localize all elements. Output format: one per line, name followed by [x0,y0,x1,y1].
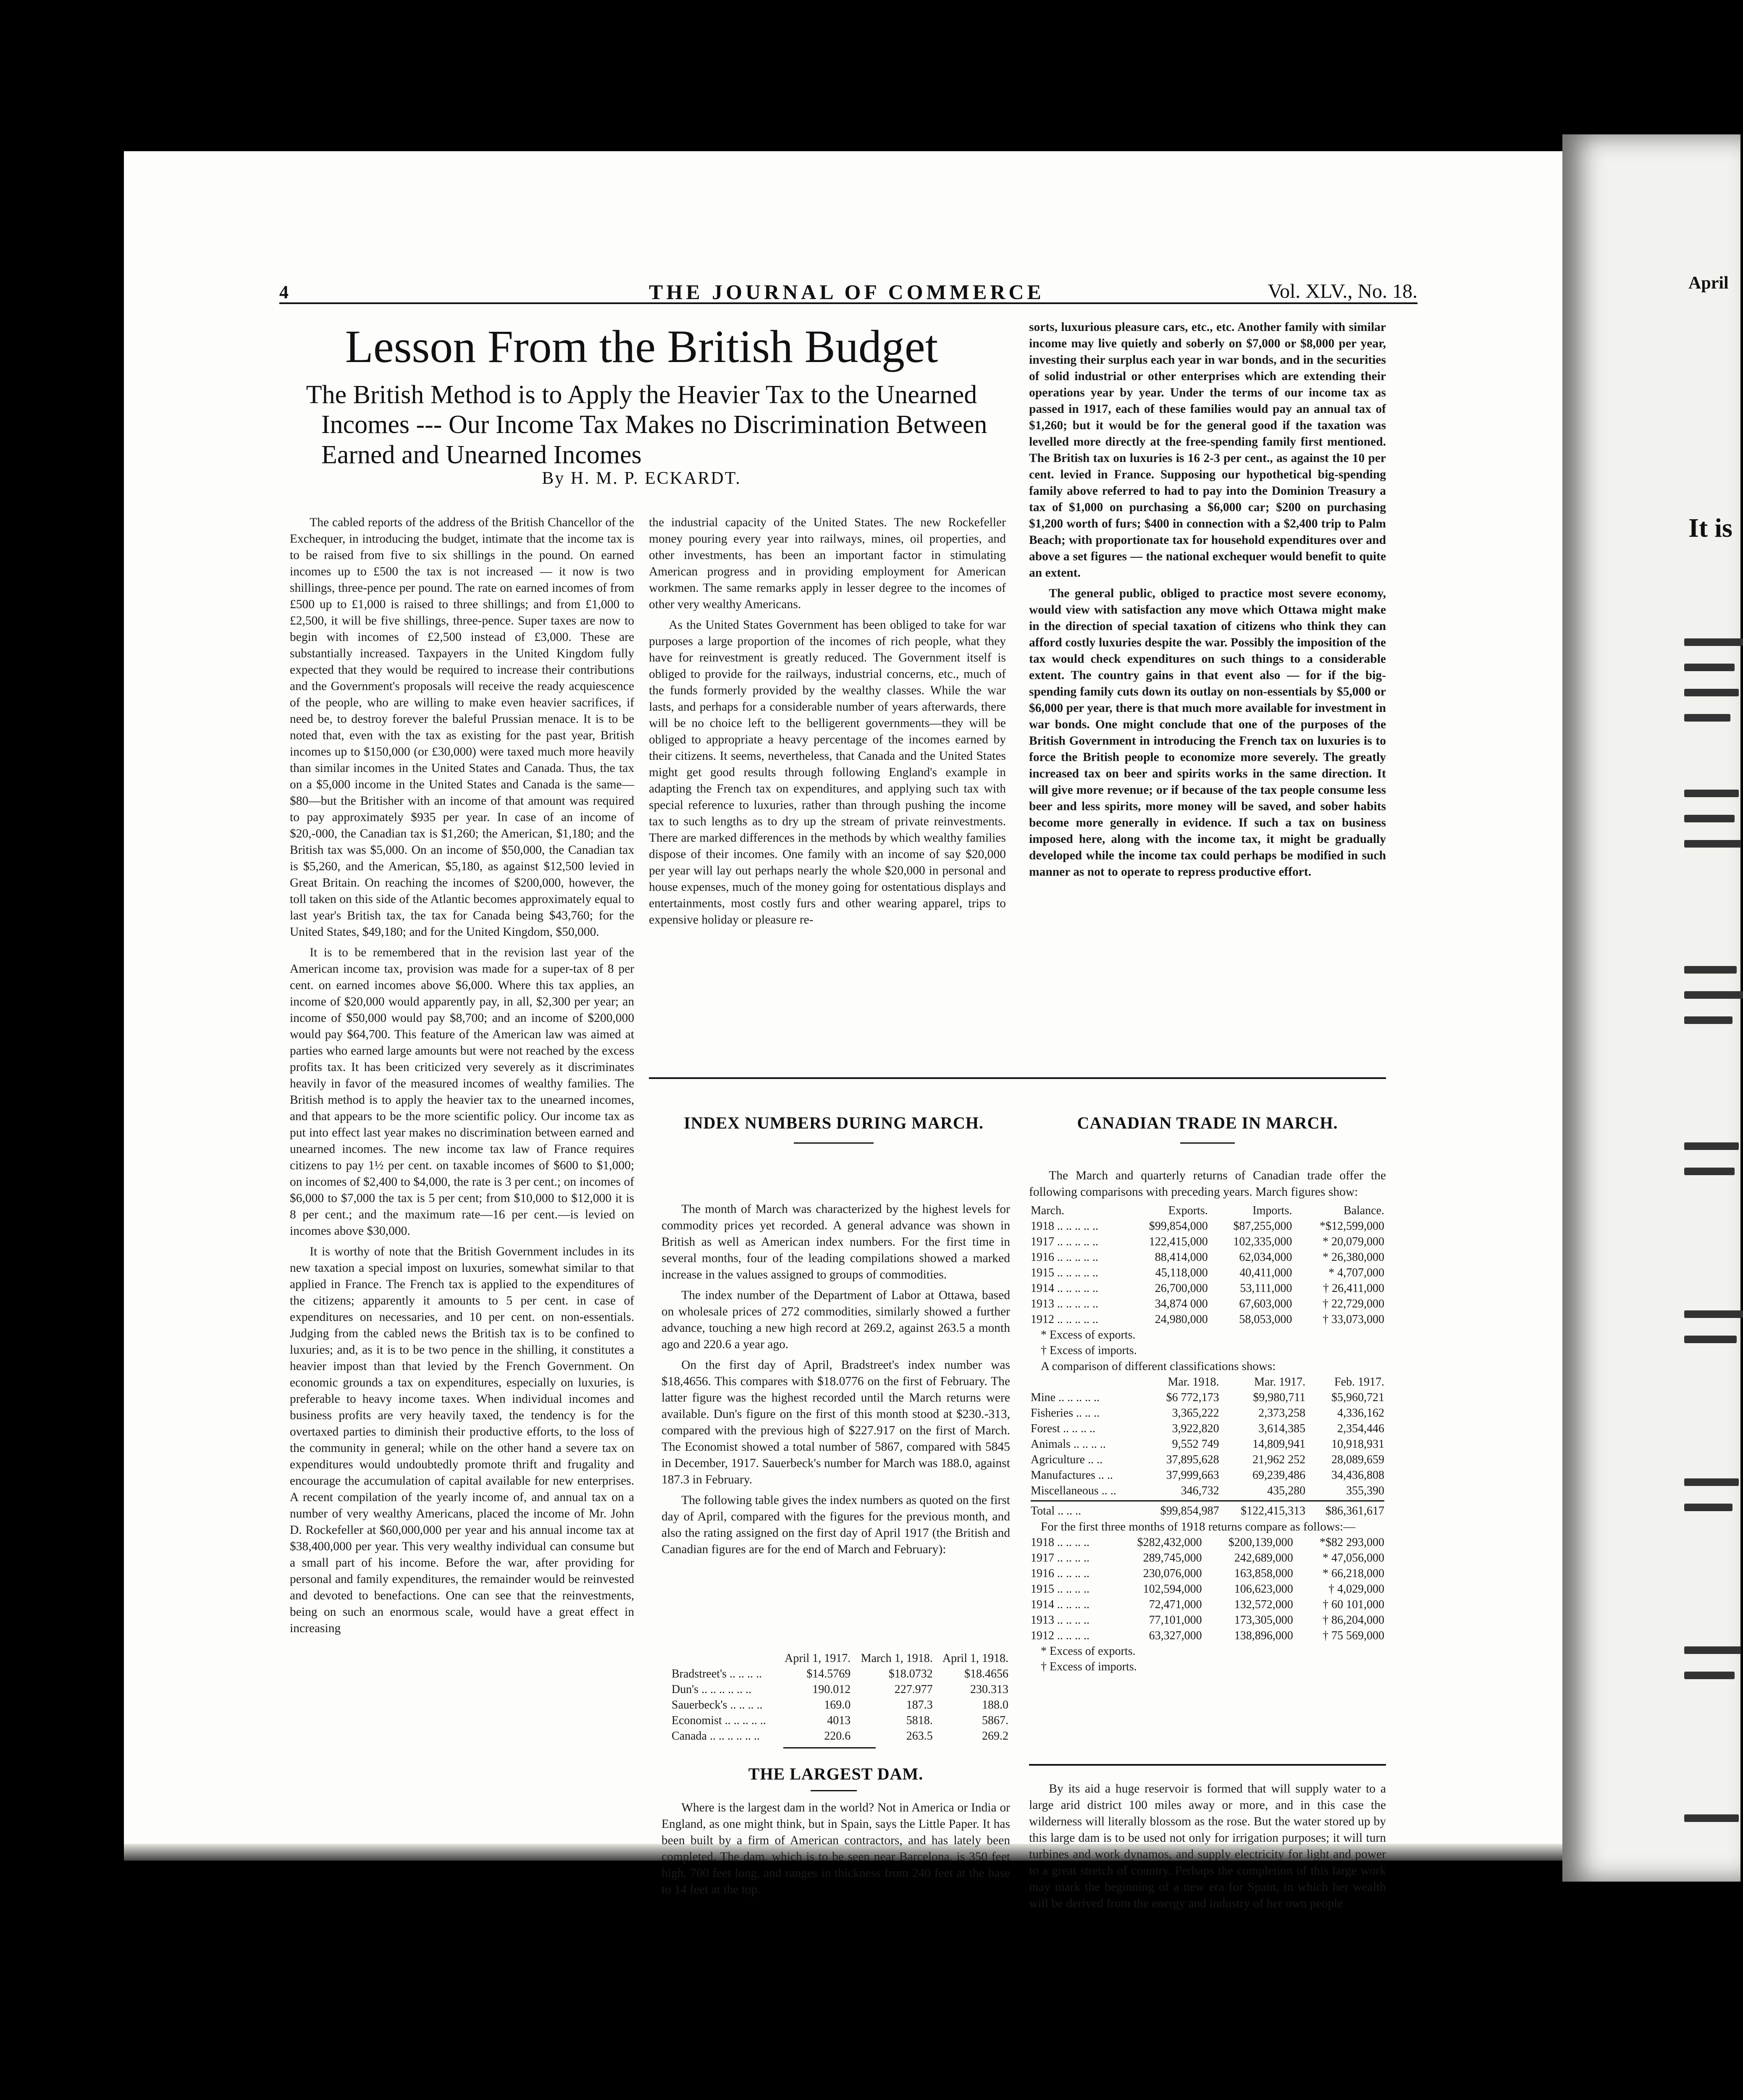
table-cell: 289,745,000 [1143,1551,1202,1564]
footnote: † Excess of imports. [1041,1660,1137,1673]
paragraph: Where is the largest dam in the world? Not in America or India or England, as one might think, but in Spain, says the Little Paper. It has been built by a firm of American contractors, and has lately been completed. The dam, which is to be seen near Barcelona, is 350 feet high, 700 feet long, and ranges in thickness from 240 feet at the base to 14 feet at the top. [662,1801,1010,1896]
table-cell: Total .. .. .. [1031,1504,1082,1517]
adjacent-text-line [1684,1016,1732,1024]
classification-table [1029,1374,1386,1519]
table-cell: 1913 .. .. .. .. [1031,1614,1089,1627]
table-cell: 132,572,000 [1234,1598,1293,1611]
adjacent-text-line [1684,1336,1737,1343]
paragraph: The month of March was characterized by the highest levels for commodity prices yet recorded. A general advance was shown in British as well as American index numbers. For the first time in several months, four of the leading compilations showed a marked increase in the values assigned to groups of commodities. [662,1202,1010,1281]
table-header: April 1, 1918. [942,1652,1008,1665]
table-cell: 187.3 [906,1698,933,1712]
article-byline: By H. M. P. ECKARDT. [542,469,741,488]
table-cell: Dun's .. .. .. .. .. .. [672,1683,752,1696]
table-row [1029,1218,1386,1234]
section-title-canadian-trade: CANADIAN TRADE IN MARCH. [1077,1113,1338,1132]
adjacent-text-line [1684,966,1737,974]
title-underline [811,1790,857,1791]
table-row [1029,1612,1386,1628]
adjacent-page [1562,134,1740,1882]
table-cell: 1912 .. .. .. .. .. [1031,1313,1098,1326]
paragraph: The cabled reports of the address of the British Chancellor of the Exchequer, in introducing the budget, intimate that the income tax is to be raised from five to six shillings in the pound. On earned incomes up to £500 the tax is not increased — it now is two shillings, three-pence per pound. The rate on earned incomes of from £500 up to £1,000 is raised to three shillings; and from £1,000 to £2,500, it will be five shillings, three-pence. Super taxes are now to begin with incomes of £2,500 instead of £3,000. These are substantially increased. Taxpayers in the United Kingdom fully expected that they would be required to increase their contributions and the Government's proposals will receive the ready acquiescence of the people, who are willing to make even heavier sacrifices, if need be, to destroy forever the baleful Prussian menace. It is to be noted that, even with the tax as existing for the past year, British incomes up to $150,000 (or £30,000) were taxed much more heavily than similar incomes in the United States and Canada. Thus, the tax on a $5,000 income in the United States and Canada is the same—$80—but the Britisher with an income of that amount was required to pay approximately $935 per year. In case of an income of $20,-000, the Canadian tax is $1,260; the American, $1,180; and the British tax was $5,000. On an income of $50,000, the Canadian tax is $5,260, and the American, $5,180, as against $12,500 levied in Great Britain. On reaching the incomes of $200,000, however, the toll taken on this side of the Atlantic becomes approximately equal to last year's British tax, the tax for Canada being $43,760; for the United States, $49,180; and for the United Kingdom, $50,000. [290,516,634,939]
classification-intro: A comparison of different classifications shows: [1041,1360,1276,1373]
table-cell: 230,076,000 [1143,1567,1202,1580]
index-numbers-body [662,1201,1010,1579]
table-row [670,1666,1010,1682]
table-row [1029,1390,1386,1405]
adjacent-page-title: It is [1688,513,1732,543]
table-header: March 1, 1918. [861,1652,933,1665]
adjacent-text-line [1684,815,1735,822]
table-cell: 269.2 [982,1730,1008,1743]
table-cell: 40,411,000 [1239,1266,1292,1279]
adjacent-page-header: April [1688,273,1729,293]
table-cell: * 66,218,000 [1323,1567,1384,1580]
table-row [670,1682,1010,1697]
article-subhead [279,380,1004,470]
table-cell: 3,922,820 [1172,1422,1219,1435]
adjacent-text-line [1684,1672,1735,1679]
paragraph: On the first day of April, Bradstreet's index number was $18,4656. This compares with $18.0776 on the first of February. The latter figure was the highest recorded until the March returns were available. Dun's figure on the first of this month stood at $230.-313, compared with the previous high of $227.917 on the first of March. The Economist showed a total number of 5867, compared with 5845 in December, 1917. Sauerbeck's number for March was 188.0, against 187.3 in February. [662,1358,1010,1486]
table-cell: † 26,411,000 [1323,1282,1384,1295]
table-row [1029,1535,1386,1550]
table-header: Mar. 1918. [1168,1376,1219,1389]
adjacent-text-line [1684,689,1739,696]
table-cell: 2,373,258 [1258,1407,1306,1420]
table-row [1029,1281,1386,1296]
paragraph: As the United States Government has been obliged to take for war purposes a large proportion of the incomes of rich people, what they have for reinvestment is greatly reduced. The Government itself is obliged to provide for the railways, industrial concerns, etc., much of the funds formerly provided by the wealthy classes. While the war lasts, and perhaps for a considerable number of years afterwards, there will be no choice left to the belligerent governments—they will be obliged to appropriate a heavy percentage of the incomes earned by their citizens. It seems, nevertheless, that Canada and the United States might get good results through following England's example in adapting the French tax on expenditures, and applying such tax with special reference to luxuries, rather than through pushing the income tax to such lengths as to dry up the stream of private reinvestments. There are marked differences in the methods by which wealthy families dispose of their incomes. One family with an income of say $20,000 per year will lay out perhaps nearly the whole $20,000 in personal and house expenses, much of the money going for ostentatious displays and entertainments, most costly furs and other wearing apparel, trips to expensive holiday or pleasure re- [649,618,1006,927]
table-cell: 1918 .. .. .. .. [1031,1536,1089,1549]
table-row [1029,1566,1386,1581]
volume-issue: Vol. XLV., No. 18. [1268,280,1418,302]
table-cell: 227.977 [894,1683,933,1696]
table-cell: 122,415,000 [1149,1235,1208,1248]
table-row [670,1697,1010,1713]
table-cell: 1916 .. .. .. .. .. [1031,1251,1098,1264]
table-cell: 14,809,941 [1252,1438,1306,1451]
table-header-row [1029,1374,1386,1390]
table-cell: Animals .. .. .. .. [1031,1438,1106,1451]
table-cell: 190.012 [812,1683,851,1696]
table-cell: 9,552 749 [1172,1438,1219,1451]
section-divider [783,1747,876,1748]
table-header: Imports. [1252,1204,1292,1217]
table-cell: 173,305,000 [1234,1614,1293,1627]
table-cell: 220.6 [824,1730,851,1743]
table-cell: 5818. [906,1714,933,1727]
table-cell: $18.4656 [964,1667,1008,1680]
table-cell: 1918 .. .. .. .. .. [1031,1220,1098,1233]
table-cell: 1913 .. .. .. .. .. [1031,1297,1098,1310]
table-cell: † 22,729,000 [1323,1297,1384,1310]
table-cell: 34,874 000 [1155,1297,1208,1310]
table-cell: 1915 .. .. .. .. .. [1031,1266,1098,1279]
table-cell: $99,854,000 [1149,1220,1208,1233]
table-cell: 242,689,000 [1234,1551,1293,1564]
article-column-2 [649,514,1006,1065]
adjacent-text-line [1684,1478,1739,1486]
table-cell: Sauerbeck's .. .. .. .. [672,1698,763,1712]
adjacent-text-line [1684,1310,1743,1318]
table-row [1029,1436,1386,1452]
canadian-trade-body [1029,1168,1386,1675]
table-cell: 346,732 [1181,1484,1219,1497]
table-cell: 26,700,000 [1155,1282,1208,1295]
section-divider [649,1077,1386,1079]
table-row [1029,1250,1386,1265]
table-header-row [670,1651,1010,1666]
table-cell: 88,414,000 [1155,1251,1208,1264]
table-rule-row [1029,1499,1386,1503]
article-column-3 [1029,319,1386,1065]
table-cell: 72,471,000 [1149,1598,1202,1611]
table-cell: 1917 .. .. .. .. .. [1031,1235,1098,1248]
table-cell: 4013 [827,1714,851,1727]
adjacent-text-line [1684,1168,1735,1175]
table-header: March. [1031,1204,1065,1217]
table-cell: 77,101,000 [1149,1614,1202,1627]
adjacent-text-line [1684,1814,1739,1822]
paragraph: It is to be remembered that in the revision last year of the American income tax, provision was made for a super-tax of 8 per cent. on earned incomes above $6,000. Where this tax applies, an income of $20,000 would apparently pay, in all, $2,300 per year; an income of $50,000 would pay $8,700; and an income of $200,000 would pay $64,700. This feature of the American law was aimed at parties who earned large amounts but were not reached by the excess profits tax. It has been criticized very severely as it discriminates heavily in favor of the measured incomes of wealthy families. The British method is to apply the heavier tax to the unearned incomes, and that appears to be the more scientific policy. Our income tax as put into effect last year makes no discrimination between earned and unearned incomes. The new income tax law of France requires citizens to pay 1½ per cent. on taxable incomes of $600 to $1,000; on incomes of $2,400 to $4,000, the rate is 3 per cent.; on incomes of $6,000 to $7,000 the tax is 5 per cent; from $10,000 to $12,000 it is 8 per cent.; and the maximum rate—16 per cent.—is levied on incomes above $30,000. [290,946,634,1238]
paragraph: The following table gives the index numbers as quoted on the first day of April, compared with the figures for the previous month, and also the rating assigned on the first day of April 1917 (the British and Canadian figures are for the end of March and February): [662,1494,1010,1556]
table-cell: 3,614,385 [1258,1422,1306,1435]
index-numbers-table-wrap [670,1651,1010,1744]
table-header-row [1029,1203,1386,1218]
table-header: Feb. 1917. [1334,1376,1384,1389]
table-cell: 62,034,000 [1239,1251,1292,1264]
table-row [1029,1312,1386,1327]
footnote: * Excess of exports. [1041,1328,1136,1341]
paragraph: By its aid a huge reservoir is formed that will supply water to a large arid district 100 miles away or more, and in this case the wilderness will literally blossom as the rose. But the water stored up by this large dam is to be used not only for irrigation purposes; it will turn turbines and work dynamos, and supply electricity for light and power to a great stretch of country. Perhaps the completion of this large work may mark the beginning of a new era for Spain, in which her wealth will be derived from the energy and industry of her own people [1029,1782,1386,1910]
table-cell: Fisheries .. .. .. [1031,1407,1100,1420]
table-cell: 188.0 [982,1698,1008,1712]
table-cell: Forest .. .. .. .. [1031,1422,1095,1435]
table-cell: 169.0 [824,1698,851,1712]
table-cell: 2,354,446 [1337,1422,1384,1435]
table-cell: 138,896,000 [1234,1629,1293,1642]
table-cell: $99,854,987 [1160,1504,1219,1517]
table-cell: 10,918,931 [1331,1438,1384,1451]
table-header: Exports. [1168,1204,1208,1217]
table-row [670,1728,1010,1744]
paragraph: The general public, obliged to practice most severe economy, would view with satisfaction any move which Ottawa might make in the direction of special taxation of citizens who think they can afford costly luxuries despite the war. Possibly the imposition of the tax would check expenditures on such things to a considerable extent. The country gains in that event also — for if the big-spending family cuts down its outlay on non-essentials by $5,000 or $6,000 per year, there is that much more available for investment in war bonds. One might conclude that one of the purposes of the British Government in introducing the French tax on luxuries is to force the British people to economize more severely. The greatly increased tax on beer and spirits works in the same direction. It will give more revenue; or if because of the tax people consume less beer and less spirits, more money will be saved, and sober habits become more generally in evidence. If such a tax on business imposed here, along with the income tax, it might be gradually developed while the income tax could perhaps be modified in such manner as not to operate to repress productive effort. [1029,587,1386,879]
table-cell: 45,118,000 [1155,1266,1208,1279]
paragraph: the industrial capacity of the United States. The new Rockefeller money pouring every year into railways, mines, oil properties, and other investments, has been an important factor in stimulating American progress and in providing employment for American workmen. The same remarks apply in lesser degree to the incomes of other very wealthy Americans. [649,516,1006,611]
subhead-line: Earned and Unearned Incomes [321,440,642,469]
table-cell: 1912 .. .. .. .. [1031,1629,1089,1642]
article-column-1 [290,514,634,1833]
adjacent-text-line [1684,1646,1741,1654]
table-header: Balance. [1343,1204,1384,1217]
table-cell: * 20,079,000 [1323,1235,1384,1248]
table-cell: Canada .. .. .. .. .. .. [672,1730,760,1743]
table-cell: $6 772,173 [1166,1391,1219,1404]
table-row [1029,1581,1386,1597]
quarter-trade-table [1029,1535,1386,1643]
table-cell: $122,415,313 [1241,1504,1306,1517]
table-cell: 24,980,000 [1155,1313,1208,1326]
table-cell: 263.5 [906,1730,933,1743]
table-cell: 69,239,486 [1252,1469,1306,1482]
adjacent-text-line [1684,638,1743,646]
section-divider [1029,1764,1386,1766]
journal-title: THE JOURNAL OF COMMERCE [649,280,1045,304]
table-cell: 1914 .. .. .. .. [1031,1598,1089,1611]
largest-dam-body [662,1800,1010,1896]
running-header [279,277,1418,304]
title-underline [794,1142,874,1144]
table-total-row [1029,1503,1386,1519]
table-cell: 53,111,000 [1240,1282,1292,1295]
table-cell: † 86,204,000 [1323,1614,1384,1627]
table-cell: 4,336,162 [1337,1407,1384,1420]
paragraph: sorts, luxurious pleasure cars, etc., etc. Another family with similar income may live quietly and soberly on $7,000 or $8,000 per year, investing their surplus each year in war bonds, and in the securities of solid industrial or other enterprises which are extending their operations year by year. Under the terms of our income tax as passed in 1917, each of these families would pay an annual tax of $1,260; but it would be for the general good if the taxation was levelled more directly at the free-spending family first mentioned. The British tax on luxuries is 16 2-3 per cent., as against the 10 per cent. levied in France. Supposing our hypothetical big-spending family above referred to had to pay into the Dominion Treasury a tax of $1,000 on purchasing a $6,000 car; $200 on purchasing $1,200 worth of furs; $400 in connection with a $2,400 trip to Palm Beach; with proportionate tax for household expenditures over and above a set figures — the national exchequer would benefit to quite an extent. [1029,320,1386,580]
table-cell: $282,432,000 [1137,1536,1202,1549]
paragraph: The March and quarterly returns of Canadian trade offer the following comparisons with preceding years. March figures show: [1029,1169,1386,1199]
table-cell: 102,335,000 [1233,1235,1292,1248]
table-row [1029,1628,1386,1643]
table-row [1029,1550,1386,1566]
table-cell: Mine .. .. .. .. .. [1031,1391,1100,1404]
table-cell: 102,594,000 [1143,1583,1202,1596]
table-header: April 1, 1917. [785,1652,851,1665]
table-row [1029,1234,1386,1250]
table-cell: † 33,073,000 [1323,1313,1384,1326]
table-cell: 163,858,000 [1234,1567,1293,1580]
adjacent-text-line [1684,790,1739,797]
table-cell: 21,962 252 [1252,1453,1306,1466]
table-cell: 3,365,222 [1172,1407,1219,1420]
table-cell: $5,960,721 [1331,1391,1384,1404]
table-row [1029,1296,1386,1312]
table-cell: 355,390 [1346,1484,1384,1497]
table-cell: 67,603,000 [1239,1297,1292,1310]
table-cell: 1916 .. .. .. .. [1031,1567,1089,1580]
table-row [670,1713,1010,1728]
table-cell: $14.5769 [806,1667,851,1680]
table-rule [1031,1500,1384,1502]
adjacent-text-line [1684,991,1743,999]
largest-dam-continued [1029,1781,1386,1910]
title-underline [1180,1142,1235,1144]
table-cell: * 26,380,000 [1323,1251,1384,1264]
table-row [1029,1265,1386,1281]
table-cell: Bradstreet's .. .. .. .. [672,1667,762,1680]
footnote: † Excess of imports. [1041,1344,1137,1357]
table-cell: 435,280 [1267,1484,1306,1497]
quarter-intro: For the first three months of 1918 returns compare as follows:— [1041,1520,1356,1533]
adjacent-text-line [1684,1504,1732,1511]
index-numbers-table [670,1651,1010,1744]
table-cell: Agriculture .. .. [1031,1453,1103,1466]
table-cell: * 47,056,000 [1323,1551,1384,1564]
table-cell: 34,436,808 [1331,1469,1384,1482]
article-headline: Lesson From the British Budget [345,321,938,372]
subhead-line: Incomes --- Our Income Tax Makes no Discrimination Between [321,410,987,439]
table-header [1029,1374,1142,1390]
table-cell: 37,895,628 [1166,1453,1219,1466]
table-cell: 5867. [982,1714,1008,1727]
march-trade-table [1029,1203,1386,1327]
table-cell: † 60 101,000 [1323,1598,1384,1611]
table-cell: 58,053,000 [1239,1313,1292,1326]
table-cell: 1917 .. .. .. .. [1031,1551,1089,1564]
table-cell: 106,623,000 [1234,1583,1293,1596]
table-cell: $86,361,617 [1326,1504,1384,1517]
table-cell: *$12,599,000 [1320,1220,1384,1233]
table-cell: $18.0732 [888,1667,933,1680]
page-number: 4 [279,282,289,302]
paragraph: The index number of the Department of Labor at Ottawa, based on wholesale prices of 272 commodities, similarly showed a further advance, touching a new high record at 269.2, against 263.5 a month ago and 220.6 a year ago. [662,1289,1010,1351]
table-row [1029,1483,1386,1499]
table-row [1029,1467,1386,1483]
table-row [1029,1421,1386,1436]
table-cell: $200,139,000 [1228,1536,1293,1549]
subhead-line: The British Method is to Apply the Heavier Tax to the Unearned [306,381,977,409]
adjacent-text-line [1684,664,1735,671]
table-cell: 230.313 [970,1683,1008,1696]
table-cell: $9,980,711 [1253,1391,1306,1404]
table-header: Mar. 1917. [1254,1376,1306,1389]
table-header [670,1651,777,1666]
adjacent-text-line [1684,714,1730,722]
table-cell: 63,327,000 [1149,1629,1202,1642]
table-cell: 1914 .. .. .. .. .. [1031,1282,1098,1295]
table-cell: 1915 .. .. .. .. [1031,1583,1089,1596]
table-cell: 28,089,659 [1331,1453,1384,1466]
table-row [1029,1597,1386,1612]
table-cell: † 75 569,000 [1323,1629,1384,1642]
table-cell: Economist .. .. .. .. .. [672,1714,766,1727]
table-cell: *$82 293,000 [1320,1536,1384,1549]
table-row [1029,1452,1386,1467]
table-row [1029,1405,1386,1421]
table-cell: † 4,029,000 [1328,1583,1384,1596]
table-cell: $87,255,000 [1233,1220,1292,1233]
paragraph: It is worthy of note that the British Government includes in its new taxation a special impost on luxuries, somewhat similar to that applied in France. The French tax is applied to the expenditures of the citizens; apparently it amounts to 5 per cent. in case of expenditures on necessaries, and 10 per cent. on non-essentials. Judging from the cabled news the British tax is to be confined to luxuries; and, as it is to be two pence in the shilling, it constitutes a heavier impost than that levied by the French Government. On economic grounds a tax on expenditures, especially on luxuries, is preferable to heavy income taxes. When individual incomes and business profits are very heavily taxed, the tendency is for the overtaxed parties to diminish their productive efforts, to the loss of the community in general; while on the other hand a severe tax on expenditures would undoubtedly promote thrift and frugality and encourage the accumulation of capital available for new enterprises. A recent compilation of the yearly income of, and annual tax on a number of very wealthy Americans, placed the income of Mr. John D. Rockefeller at $60,000,000 per year and his annual income tax at $38,400,000 per year. This very wealthy individual can consume but a small part of his income. Before the war, after providing for personal and family expenditures, the remainder would be reinvested and devoted to benefactions. One can see that the reinvestments, being on such an enormous scale, would have a great effect in increasing [290,1245,634,1635]
section-title-largest-dam: THE LARGEST DAM. [748,1764,924,1783]
table-cell: Manufactures .. .. [1031,1469,1113,1482]
table-cell: Miscellaneous .. .. [1031,1484,1116,1497]
table-cell: 37,999,663 [1166,1469,1219,1482]
adjacent-text-line [1684,840,1741,848]
adjacent-text-line [1684,1142,1739,1150]
section-title-index-numbers: INDEX NUMBERS DURING MARCH. [684,1113,984,1132]
footnote: * Excess of exports. [1041,1645,1136,1658]
table-cell: * 4,707,000 [1328,1266,1384,1279]
